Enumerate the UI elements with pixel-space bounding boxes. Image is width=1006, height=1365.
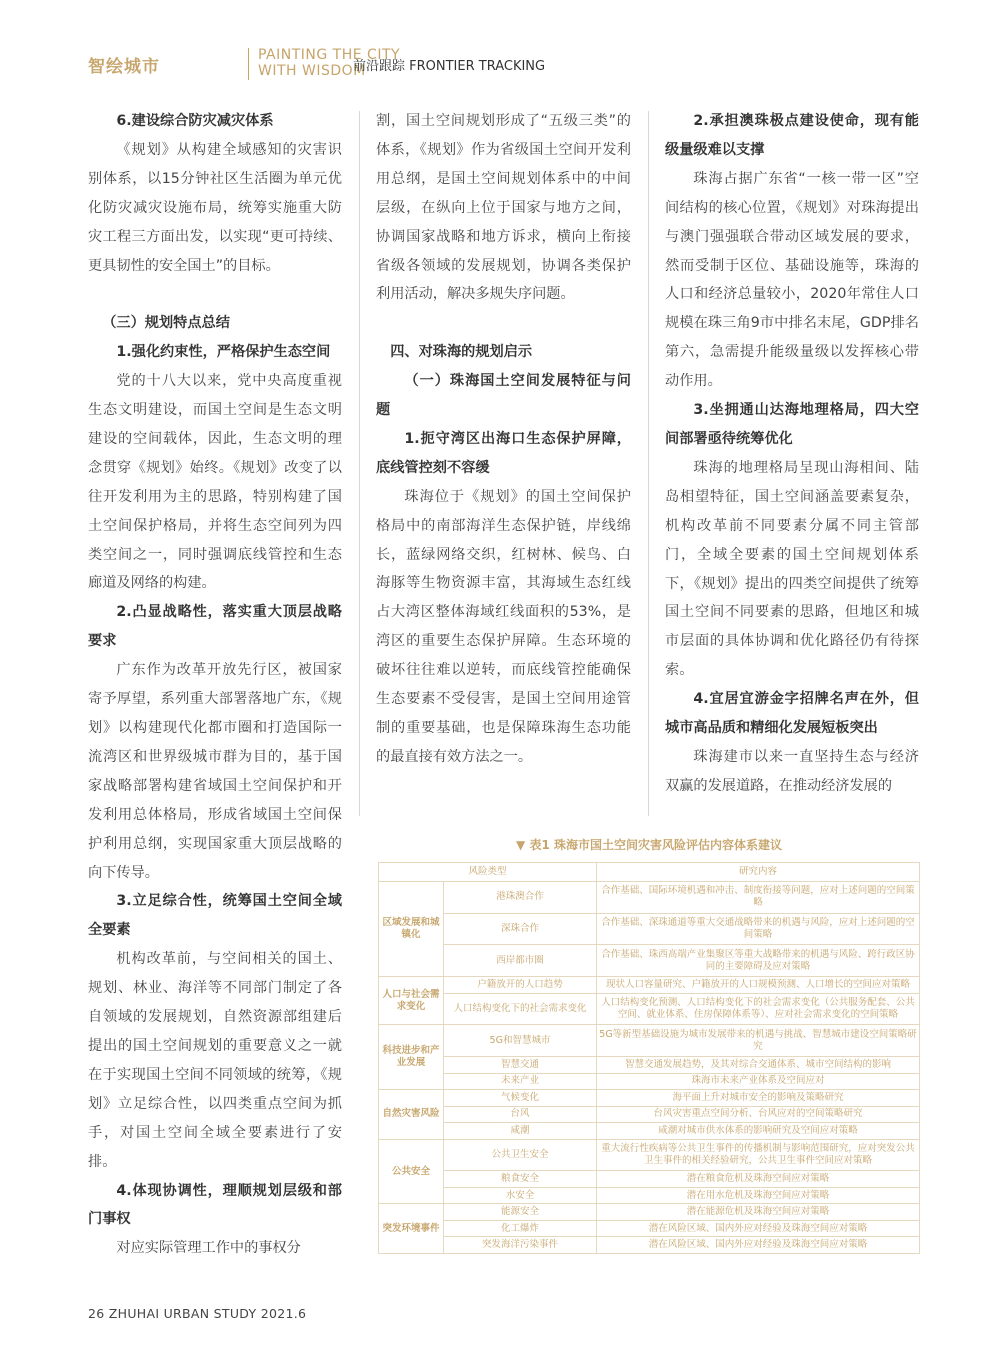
table-row (379, 945, 920, 977)
text-column-2 (376, 107, 631, 772)
risk-assessment-table (378, 862, 920, 1254)
risk-subtype: 水安全 (444, 1187, 597, 1204)
table-header-row (379, 863, 920, 882)
risk-subtype: 港珠澳合作 (444, 882, 597, 914)
research-content: 合作基础、珠西高端产业集聚区等重大战略带来的机遇与风险、跨行政区协同的主要障碍及应对策略 (597, 945, 920, 977)
page-footer: 26 ZHUHAI URBAN STUDY 2021.6 (88, 1306, 307, 1321)
header-risk-type: 风险类型 (379, 863, 597, 882)
paragraph: 珠海的地理格局呈现山海相间、陆岛相望特征，国土空间涵盖要素复杂，机构改革前不同要素分属不同主管部门，全域全要素的国土空间规划体系下，《规划》提出的四类空间提供了统筹国土空间不同要素的思路，但地区和城市层面的具体协调和优化路径仍有待探索。 (665, 459, 919, 679)
research-content: 现状人口容量研究、户籍放开的人口规模预测、人口增长的空间应对策略 (597, 977, 920, 994)
research-content: 咸潮对城市供水体系的影响研究及空间应对策略 (597, 1123, 920, 1140)
research-content: 人口结构变化预测、人口结构变化下的社会需求变化（公共服务配套、公共空间、就业体系、住房保障体系等）、应对社会需求变化的空间策略 (597, 993, 920, 1025)
brand-title: 智绘城市 (88, 57, 160, 77)
risk-category: 自然灾害风险 (379, 1090, 444, 1140)
brand-divider (248, 48, 249, 80)
heading: 2.承担澳珠极点建设使命，现有能级量级难以支撑 (665, 113, 919, 158)
heading: 1.扼守湾区出海口生态保护屏障，底线管控刻不容缓 (376, 430, 631, 476)
risk-subtype: 咸潮 (444, 1123, 597, 1140)
research-content: 潜在粮食危机及珠海空间应对策略 (597, 1171, 920, 1188)
brand-subtitle-line2: WITH WISDOM (258, 63, 366, 79)
paragraph: 党的十八大以来，党中央高度重视生态文明建设，而国土空间是生态文明建设的空间载体，因此，生态文明的理念贯穿《规划》始终。《规划》改变了以往开发利用为主的思路，特别构建了国土空间保护格局，并将生态空间列为四类空间之一，同时强调底线管控和生态廊道及网络的构建。 (88, 373, 342, 592)
risk-subtype: 未来产业 (444, 1073, 597, 1090)
paragraph: 珠海建市以来一直坚持生态与经济双赢的发展道路，在推动经济发展的 (665, 748, 919, 794)
risk-subtype: 户籍放开的人口趋势 (444, 977, 597, 994)
research-content: 潜在风险区域、国内外应对经验及珠海空间应对策略 (597, 1237, 920, 1254)
heading: 4.体现协调性，理顺规划层级和部门事权 (88, 1182, 342, 1228)
table-row (379, 1025, 920, 1057)
heading: 4.宜居宜游金字招牌名声在外，但城市高品质和精细化发展短板突出 (665, 691, 919, 737)
header-content: 研究内容 (597, 863, 920, 882)
subsection-heading: （一）珠海国土空间发展特征与问题 (376, 373, 631, 419)
research-content: 潜在能源危机及珠海空间应对策略 (597, 1204, 920, 1221)
risk-subtype: 公共卫生安全 (444, 1139, 597, 1171)
heading: 1.强化约束性，严格保护生态空间 (116, 344, 331, 361)
research-content: 5G等新型基础设施为城市发展带来的机遇与挑战、智慧城市建设空间策略研究 (597, 1025, 920, 1057)
research-content: 重大流行性疾病等公共卫生事件的传播机制与影响范围研究，应对突发公共卫生事件的相关经验研究，公共卫生事件空间应对策略 (597, 1139, 920, 1171)
section-heading: （三）规划特点总结 (102, 315, 230, 332)
paragraph: 《规划》从构建全域感知的灾害识别体系，以15分钟社区生活圈为单元优化防灾减灾设施布局，统筹实施重大防灾工程三方面出发，以实现“更可持续、更具韧性的安全国土”的目标。 (88, 141, 342, 274)
column-divider (648, 111, 649, 816)
research-content: 台风灾害重点空间分析、台风应对的空间策略研究 (597, 1106, 920, 1123)
page-header (88, 44, 968, 84)
text-column-1 (88, 107, 342, 1263)
paragraph: 珠海位于《规划》的国土空间保护格局中的南部海洋生态保护链，岸线绵长，蓝绿网络交织，红树林、候鸟、白海豚等生物资源丰富，其海域生态红线占大湾区整体海域红线面积的53%，是湾区的重要生态保护屏障。生态环境的破坏往往难以逆转，而底线管控能确保生态要素不受侵害，是国土空间用途管制的重要基础，也是保障珠海生态功能的最直接有效方法之一。 (376, 488, 631, 765)
table-row (379, 1237, 920, 1254)
table-row (379, 913, 920, 945)
heading: 6.建设综合防灾减灾体系 (116, 113, 274, 129)
section-heading: 四、对珠海的规划启示 (390, 344, 533, 361)
table-row (379, 1057, 920, 1074)
risk-category: 突发环境事件 (379, 1204, 444, 1254)
risk-category: 人口与社会需求变化 (379, 977, 444, 1025)
paragraph: 对应实际管理工作中的事权分 (116, 1240, 301, 1257)
table-row (379, 1139, 920, 1171)
risk-subtype: 突发海洋污染事件 (444, 1237, 597, 1254)
table-row (379, 977, 920, 994)
table-row (379, 882, 920, 914)
paragraph: 割，国土空间规划形成了“五级三类”的体系，《规划》作为省级国土空间开发利用总纲，是国土空间规划体系中的中间层级，在纵向上位于国家与地方之间，协调国家战略和地方诉求，横向上衔接省级各领域的发展规划，协调各类保护利用活动，解决多规失序问题。 (376, 113, 631, 303)
research-content: 潜在风险区域、国内外应对经验及珠海空间应对策略 (597, 1220, 920, 1237)
table-row (379, 1187, 920, 1204)
table-row (379, 1171, 920, 1188)
risk-subtype: 台风 (444, 1106, 597, 1123)
risk-subtype: 人口结构变化下的社会需求变化 (444, 993, 597, 1025)
risk-subtype: 化工爆炸 (444, 1220, 597, 1237)
paragraph: 机构改革前，与空间相关的国土、规划、林业、海洋等不同部门制定了各自领域的发展规划，自然资源部组建后提出的国土空间规划的重要意义之一就在于实现国土空间不同领域的统筹，《规划》立足综合性，以四类重点空间为抓手，对国土空间全域全要素进行了安排。 (88, 951, 342, 1170)
risk-category: 科技进步和产业发展 (379, 1025, 444, 1090)
section-label: 前沿跟踪 FRONTIER TRACKING (353, 59, 546, 74)
risk-subtype: 智慧交通 (444, 1057, 597, 1074)
column-divider (359, 111, 360, 816)
heading: 3.立足综合性，统筹国土空间全域全要素 (88, 893, 342, 939)
risk-subtype: 5G和智慧城市 (444, 1025, 597, 1057)
table-row (379, 1073, 920, 1090)
table-row (379, 1123, 920, 1140)
text-column-3 (665, 107, 919, 801)
brand-subtitle-line1: PAINTING THE CITY (258, 47, 401, 63)
risk-subtype: 能源安全 (444, 1204, 597, 1221)
heading: 3.坐拥通山达海地理格局，四大空间部署亟待统筹优化 (665, 402, 919, 447)
risk-subtype: 气候变化 (444, 1090, 597, 1107)
risk-category: 公共安全 (379, 1139, 444, 1204)
table-row (379, 1204, 920, 1221)
risk-subtype: 深珠合作 (444, 913, 597, 945)
risk-category: 区域发展和城镇化 (379, 882, 444, 977)
paragraph: 广东作为改革开放先行区，被国家寄予厚望，系列重大部署落地广东，《规划》以构建现代化都市圈和打造国际一流湾区和世界级城市群为目的，基于国家战略部署构建省域国土空间保护和开发利用总体格局，形成省域国土空间保护利用总纲，实现国家重大顶层战略的向下传导。 (88, 662, 342, 881)
research-content: 海平面上升对城市安全的影响及策略研究 (597, 1090, 920, 1107)
research-content: 合作基础、深珠通道等重大交通战略带来的机遇与风险，应对上述问题的空间策略 (597, 913, 920, 945)
heading: 2.凸显战略性，落实重大顶层战略要求 (88, 604, 342, 650)
table-title: ▼ 表1 珠海市国土空间灾害风险评估内容体系建议 (516, 838, 782, 852)
table-row (379, 1106, 920, 1123)
research-content: 智慧交通发展趋势，及其对综合交通体系、城市空间结构的影响 (597, 1057, 920, 1074)
table-row (379, 993, 920, 1025)
research-content: 珠海市未来产业体系及空间应对 (597, 1073, 920, 1090)
risk-subtype: 粮食安全 (444, 1171, 597, 1188)
risk-subtype: 西岸都市圈 (444, 945, 597, 977)
paragraph: 珠海占据广东省“一核一带一区”空间结构的核心位置，《规划》对珠海提出与澳门强强联合带动区域发展的要求，然而受制于区位、基础设施等，珠海的人口和经济总量较小，2020年常住人口规模在珠三角9市中排名末尾，GDP排名第六，急需提升能级量级以发挥核心带动作用。 (665, 170, 919, 390)
table-row (379, 1220, 920, 1237)
table-row (379, 1090, 920, 1107)
research-content: 潜在用水危机及珠海空间应对策略 (597, 1187, 920, 1204)
research-content: 合作基础、国际环境机遇和冲击、制度衔接等问题，应对上述问题的空间策略 (597, 882, 920, 914)
